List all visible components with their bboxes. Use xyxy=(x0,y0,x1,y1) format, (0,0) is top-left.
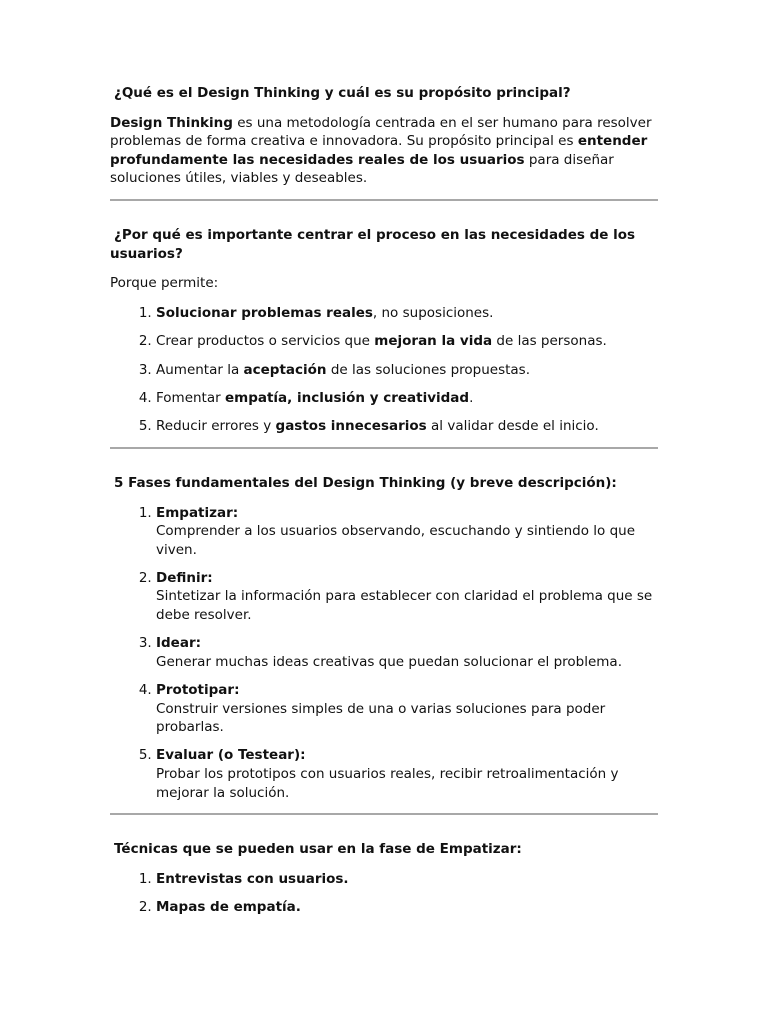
question-heading-2 xyxy=(110,226,658,263)
reasons-list xyxy=(110,304,658,436)
question-text: ¿Por qué es importante centrar el proceso en las necesidades de los usuarios? xyxy=(110,226,636,262)
phase-title: 5. Evaluar (o Testear): xyxy=(156,747,306,764)
phase-item xyxy=(156,504,658,560)
phase-description: Construir versiones simples de una o varias soluciones para poder probarlas. xyxy=(156,700,606,736)
phase-title: 1. Empatizar: xyxy=(156,504,239,521)
section-divider xyxy=(110,447,658,449)
definition-paragraph xyxy=(110,114,658,188)
list-item: 1. Solucionar problemas reales, no suposiciones. xyxy=(156,304,658,323)
list-item: 4. Fomentar empatía, inclusión y creatividad. xyxy=(156,389,658,408)
question-text: Técnicas que se pueden usar en la fase de Empatizar: xyxy=(114,841,522,858)
intro-text: Porque permite: xyxy=(110,275,219,292)
question-heading-3 xyxy=(110,474,658,493)
document-content xyxy=(110,84,658,928)
question-text: 5 Fases fundamentales del Design Thinking (y breve descripción): xyxy=(114,474,617,491)
bold-term: Design Thinking xyxy=(110,114,233,131)
phase-item xyxy=(156,569,658,625)
section-divider xyxy=(110,199,658,201)
paragraph-text: es una metodología centrada en el ser humano para resolver problemas de forma creativa e innovadora. Su propósito principal es xyxy=(110,114,652,150)
phase-description: Generar muchas ideas creativas que puedan solucionar el problema. xyxy=(156,653,623,670)
phase-description: Sintetizar la información para establecer con claridad el problema que se debe resolver. xyxy=(156,588,653,624)
techniques-list xyxy=(110,870,658,917)
question-heading-4 xyxy=(110,840,658,859)
phase-description: Probar los prototipos con usuarios reales, recibir retroalimentación y mejorar la solución. xyxy=(156,766,619,801)
phase-title: 3. Idear: xyxy=(156,635,202,652)
phase-title: 4. Prototipar: xyxy=(156,682,240,699)
list-item: 1. Entrevistas con usuarios. xyxy=(156,870,658,889)
section-divider xyxy=(110,813,658,815)
phase-item xyxy=(156,634,658,671)
list-item: 5. Reducir errores y gastos innecesarios al validar desde el inicio. xyxy=(156,417,658,436)
list-item: 3. Aumentar la aceptación de las soluciones propuestas. xyxy=(156,361,658,380)
phase-title: 2. Definir: xyxy=(156,569,213,586)
phase-item xyxy=(156,681,658,737)
question-text: ¿Qué es el Design Thinking y cuál es su propósito principal? xyxy=(114,85,571,101)
question-heading-1 xyxy=(110,84,658,103)
bold-emphasis: entender profundamente las necesidades reales de los usuarios xyxy=(110,133,648,168)
list-item: 2. Mapas de empatía. xyxy=(156,898,658,917)
paragraph-text: para diseñar soluciones útiles, viables y deseables. xyxy=(110,151,614,187)
phase-item xyxy=(156,746,658,802)
list-item: 2. Crear productos o servicios que mejoran la vida de las personas. xyxy=(156,332,658,351)
phases-list xyxy=(110,504,658,803)
phase-description: Comprender a los usuarios observando, escuchando y sintiendo lo que viven. xyxy=(156,523,636,558)
